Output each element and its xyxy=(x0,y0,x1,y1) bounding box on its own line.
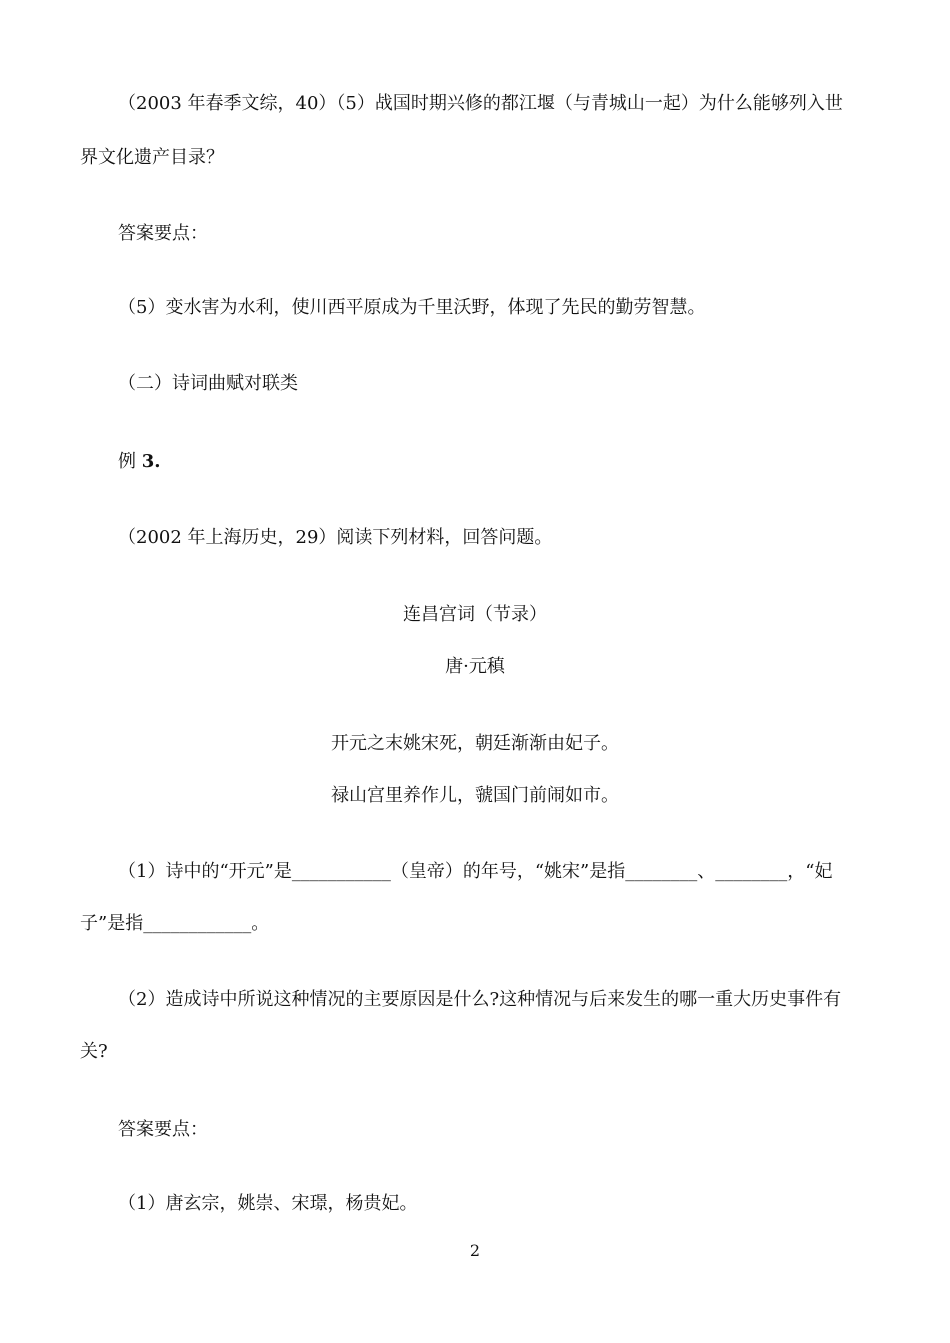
sub-question-1-line-2: 子”是指____________。 xyxy=(80,913,270,934)
example-number: 3. xyxy=(141,451,161,472)
poem-line-2: 禄山宫里养作儿，虢国门前闹如市。 xyxy=(331,785,619,806)
section-heading: （二）诗词曲赋对联类 xyxy=(118,373,298,394)
answer-label: 答案要点： xyxy=(118,1119,208,1140)
poem-line-1: 开元之末姚宋死，朝廷渐渐由妃子。 xyxy=(331,733,619,754)
sub-question-1-line-1: （1）诗中的“开元”是___________（皇帝）的年号，“姚宋”是指________、________，“妃 xyxy=(118,861,833,882)
question-line-2: 界文化遗产目录？ xyxy=(80,147,224,168)
poem-title: 连昌宫词（节录） xyxy=(403,604,547,625)
example-heading xyxy=(118,450,161,474)
sub-question-2-line-2: 关? xyxy=(80,1041,108,1062)
example-prefix: 例 xyxy=(118,451,142,472)
answer-label: 答案要点： xyxy=(118,223,208,244)
sub-question-2-line-1: （2）造成诗中所说这种情况的主要原因是什么?这种情况与后来发生的哪一重大历史事件有 xyxy=(118,989,842,1010)
page-number: 2 xyxy=(469,1241,481,1260)
answer-text: （5）变水害为水利，使川西平原成为千里沃野，体现了先民的勤劳智慧。 xyxy=(118,297,706,318)
poem-author: 唐·元稹 xyxy=(445,656,505,677)
question-intro: （2002 年上海历史，29）阅读下列材料，回答问题。 xyxy=(118,527,553,548)
question-line-1: （2003 年春季文综，40）（5）战国时期兴修的都江堰（与青城山一起）为什么能够列入世 xyxy=(118,93,843,114)
answer-text: （1）唐玄宗，姚崇、宋璟，杨贵妃。 xyxy=(118,1193,418,1214)
